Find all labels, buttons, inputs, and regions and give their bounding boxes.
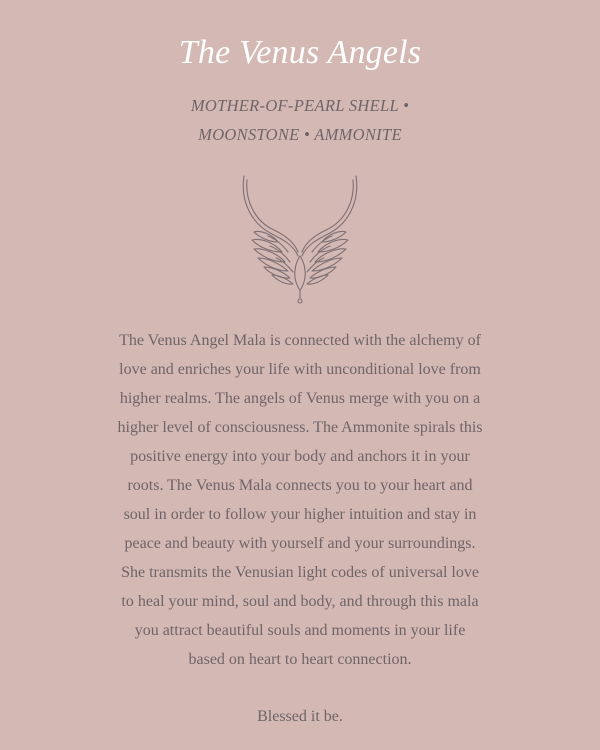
description-line: higher level of consciousness. The Ammonite spirals this (117, 419, 483, 436)
description-text (60, 326, 540, 674)
page-title: The Venus Angels (178, 34, 422, 71)
description-line: peace and beauty with yourself and your surroundings. (124, 535, 476, 552)
description-line: roots. The Venus Mala connects you to your heart and (127, 477, 473, 494)
description-line: you attract beautiful souls and moments in your life (134, 622, 466, 639)
description-line: to heal your mind, soul and body, and through this mala (121, 593, 479, 610)
description-line: She transmits the Venusian light codes of universal love (121, 564, 479, 581)
description-line: The Venus Angel Mala is connected with the alchemy of (119, 332, 481, 349)
angel-wings-icon (238, 172, 362, 306)
closing-blessing: Blessed it be. (257, 708, 343, 725)
description-line: based on heart to heart connection. (188, 651, 412, 668)
description-line: soul in order to follow your higher intuition and stay in (123, 506, 477, 523)
description-line: love and enriches your life with unconditional love from (119, 361, 481, 378)
materials-line-1: MOTHER-OF-PEARL SHELL • (190, 96, 410, 115)
materials-line-2: MOONSTONE • AMMONITE (198, 125, 402, 144)
description-line: positive energy into your body and anchors it in your (130, 448, 470, 465)
description-line: higher realms. The angels of Venus merge with you on a (119, 390, 481, 407)
